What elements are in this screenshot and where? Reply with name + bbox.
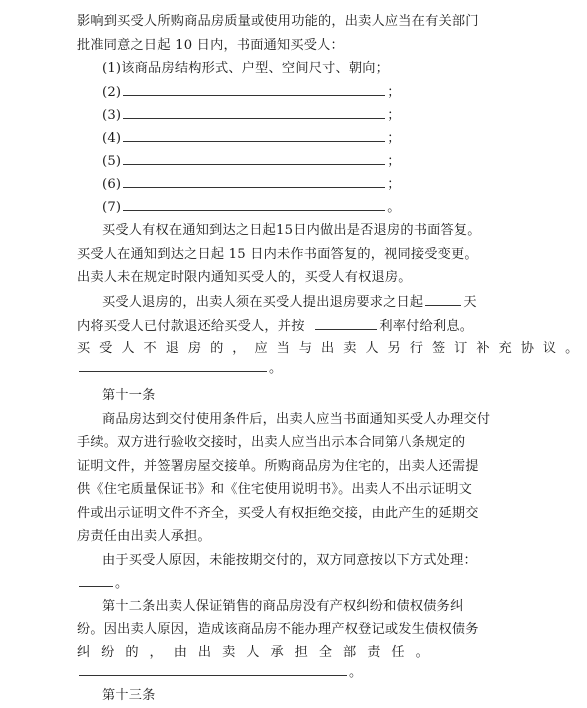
blank-line — [123, 128, 385, 142]
blank-line — [123, 82, 385, 96]
paragraph-line: 供《住宅质量保证书》和《住宅使用说明书》。出卖人不出示证明文 — [77, 482, 473, 497]
paragraph-line: 买受人在通知到达之日起 15 日内未作书面答复的，视同接受变更。 — [77, 247, 478, 262]
blank-answer-line — [77, 662, 362, 683]
list-item-4 — [102, 128, 401, 149]
paragraph-line: 件或出示证明文件不齐全，买受人有权拒绝交接，由此产生的延期交 — [77, 506, 479, 521]
paragraph-line: 商品房达到交付使用条件后，出卖人应当书面通知买受人办理交付 — [102, 412, 491, 427]
paragraph-line: 纠纷的，由出卖人承担全部责任。 — [77, 645, 440, 660]
punctuation: ； — [387, 85, 401, 100]
punctuation: 。 — [115, 576, 129, 591]
paragraph-line: 买受人有权在通知到达之日起15日内做出是否退房的书面答复。 — [102, 223, 481, 238]
blank-line — [123, 151, 385, 165]
paragraph-line — [77, 316, 473, 337]
blank-line — [123, 197, 385, 211]
punctuation: ； — [387, 154, 401, 169]
text: 内将买受人已付款退还给买受人，并按 — [77, 319, 305, 334]
text: 天 — [463, 295, 477, 310]
paragraph-line: 买受人不退房的，应当与出卖人另行签订补充协议。 — [77, 341, 587, 356]
punctuation: ； — [387, 108, 401, 123]
article-13-heading: 第十三条 — [102, 688, 156, 703]
punctuation: 。 — [387, 200, 401, 215]
list-item-number: (6) — [102, 177, 122, 192]
paragraph-line: 手续。双方进行验收交接时，出卖人应当出示本合同第八条规定的 — [77, 435, 466, 450]
list-item-3 — [102, 105, 401, 126]
blank-line — [425, 292, 461, 306]
punctuation: ； — [387, 131, 401, 146]
blank-line — [79, 662, 347, 676]
list-item-5 — [102, 151, 401, 172]
blank-line — [123, 174, 385, 188]
list-item-number: (2) — [102, 85, 122, 100]
text: 利率付给利息。 — [379, 319, 474, 334]
punctuation: ； — [387, 177, 401, 192]
list-item-number: (4) — [102, 131, 122, 146]
blank-line — [79, 358, 267, 372]
paragraph-line: 第十二条出卖人保证销售的商品房没有产权纠纷和债权债务纠 — [102, 599, 464, 614]
list-item-number: (3) — [102, 108, 122, 123]
blank-line — [123, 105, 385, 119]
blank-answer-line — [77, 573, 128, 594]
blank-signature-line — [77, 358, 282, 379]
list-item-6 — [102, 174, 401, 195]
article-11-heading: 第十一条 — [102, 388, 156, 403]
paragraph-line: 纷。因出卖人原因，造成该商品房不能办理产权登记或发生债权债务 — [77, 622, 479, 637]
paragraph-line: 由于买受人原因，未能按期交付的，双方同意按以下方式处理： — [102, 553, 477, 568]
blank-line — [315, 316, 377, 330]
blank-line — [79, 573, 113, 587]
paragraph-line: 证明文件，并签署房屋交接单。所购商品房为住宅的，出卖人还需提 — [77, 459, 479, 474]
paragraph-line: 房责任由出卖人承担。 — [77, 529, 211, 544]
paragraph-line: 批准同意之日起 10 日内，书面通知买受人： — [77, 38, 344, 53]
punctuation: 。 — [349, 665, 363, 680]
list-item-1: (1)该商品房结构形式、户型、空间尺寸、朝向； — [102, 61, 390, 76]
list-item-number: (7) — [102, 200, 122, 215]
paragraph-line — [102, 292, 477, 313]
paragraph-line: 影响到买受人所购商品房质量或使用功能的，出卖人应当在有关部门 — [77, 14, 479, 29]
paragraph-line: 出卖人未在规定时限内通知买受人的，买受人有权退房。 — [77, 270, 412, 285]
text: 买受人退房的，出卖人须在买受人提出退房要求之日起 — [102, 295, 424, 310]
list-item-number: (5) — [102, 154, 122, 169]
list-item-2 — [102, 82, 401, 103]
list-item-7 — [102, 197, 401, 218]
punctuation: 。 — [269, 361, 283, 376]
